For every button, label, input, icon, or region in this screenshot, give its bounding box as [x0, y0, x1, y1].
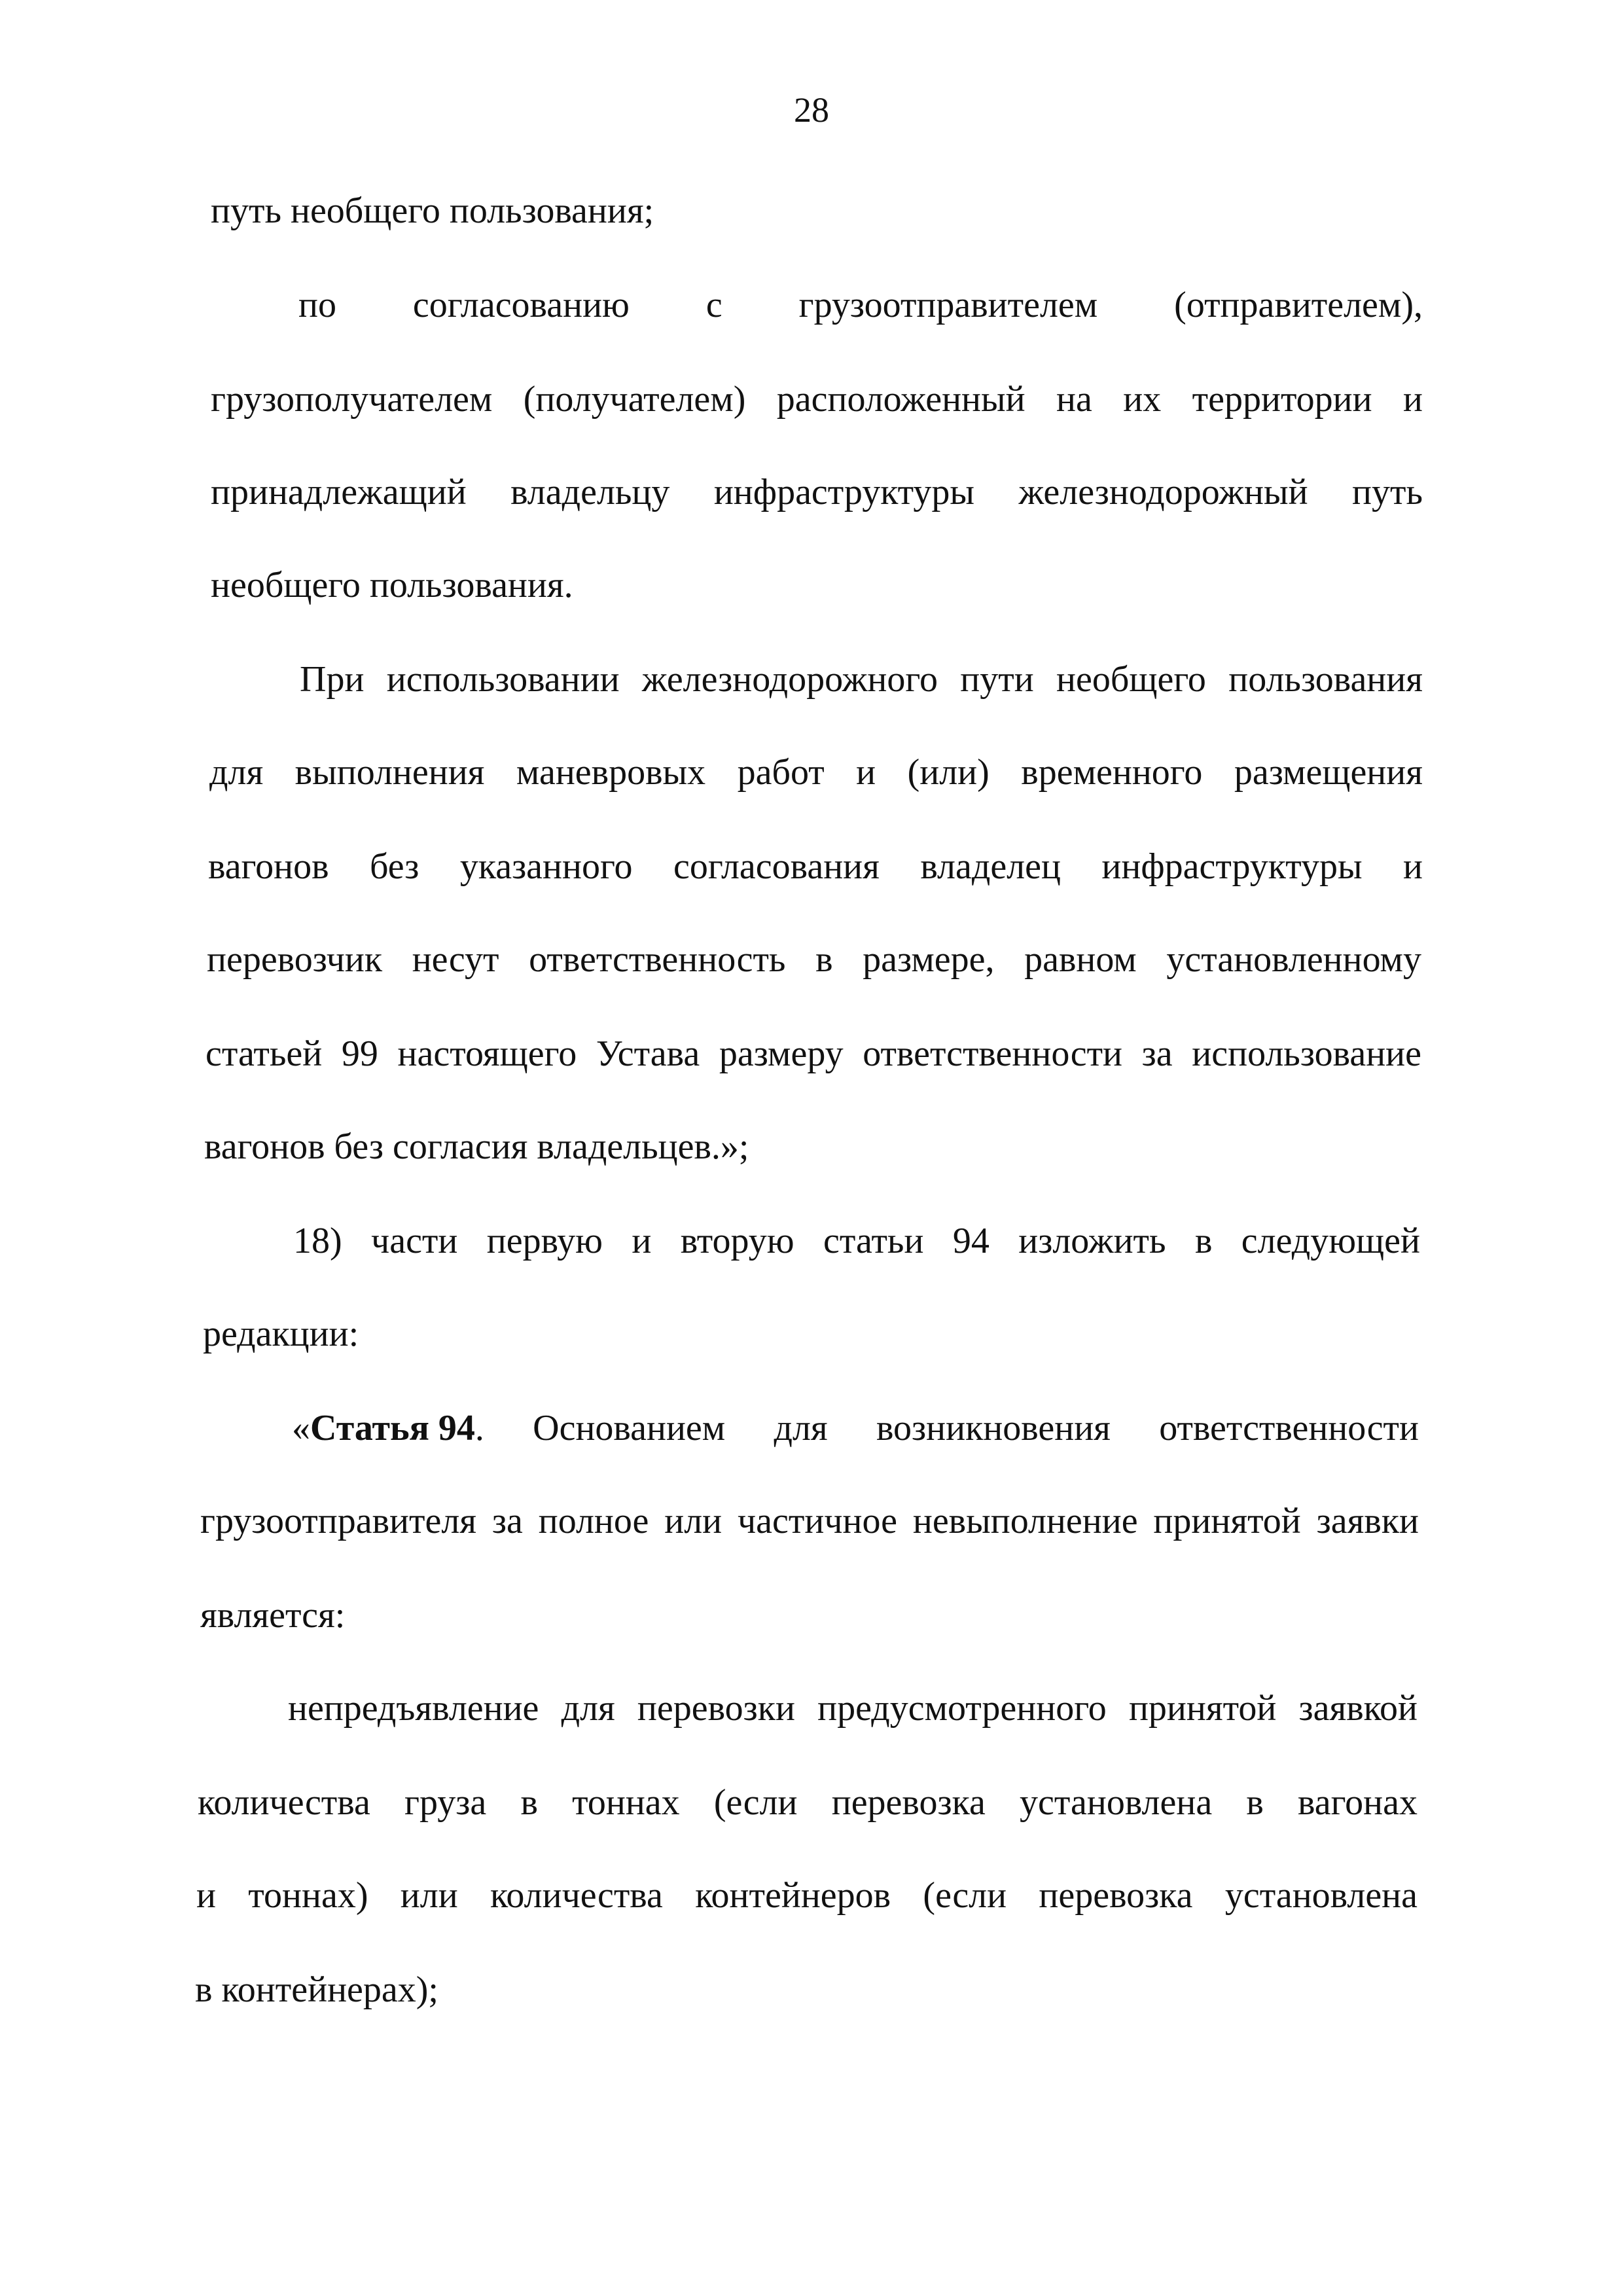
page-number: 28 — [794, 90, 829, 130]
text-line: грузополучателем (получателем) расположенный на их территории и — [211, 379, 1423, 420]
text-line: 18) части первую и вторую статьи 94 изложить в следующей — [293, 1221, 1420, 1261]
article-title: Статья 94 — [310, 1408, 475, 1448]
text-line: перевозчик несут ответственность в размере, равном установленному — [207, 939, 1421, 980]
text-line: грузоотправителя за полное или частичное невыполнение принятой заявки — [200, 1501, 1419, 1541]
text-line: статьей 99 настоящего Устава размеру ответственности за использование — [205, 1033, 1421, 1074]
text-line: является: — [200, 1595, 346, 1636]
text-line: вагонов без указанного согласования владелец инфраструктуры и — [208, 846, 1423, 887]
text-line: принадлежащий владельцу инфраструктуры железнодорожный путь — [211, 472, 1423, 512]
text-line: для выполнения маневровых работ и (или) временного размещения — [209, 752, 1423, 793]
text-line: количества груза в тоннах (если перевозка установлена в вагонах — [198, 1782, 1418, 1823]
text-line: путь необщего пользования; — [211, 190, 654, 231]
text-line: редакции: — [203, 1314, 359, 1354]
text-line: При использовании железнодорожного пути необщего пользования — [300, 659, 1423, 700]
article-text: . Основанием для возникновения ответственности — [474, 1408, 1419, 1448]
text-line: по согласованию с грузоотправителем (отправителем), — [298, 285, 1423, 325]
text-line: и тоннах) или количества контейнеров (если перевозка установлена — [196, 1875, 1418, 1916]
text-line: в контейнерах); — [195, 1969, 438, 2010]
text-line: необщего пользования. — [211, 565, 573, 605]
opening-quote: « — [292, 1408, 310, 1448]
text-line: непредъявление для перевозки предусмотренного принятой заявкой — [288, 1688, 1418, 1729]
article-94-line — [292, 1402, 1419, 1454]
text-line: вагонов без согласия владельцев.»; — [204, 1126, 749, 1167]
